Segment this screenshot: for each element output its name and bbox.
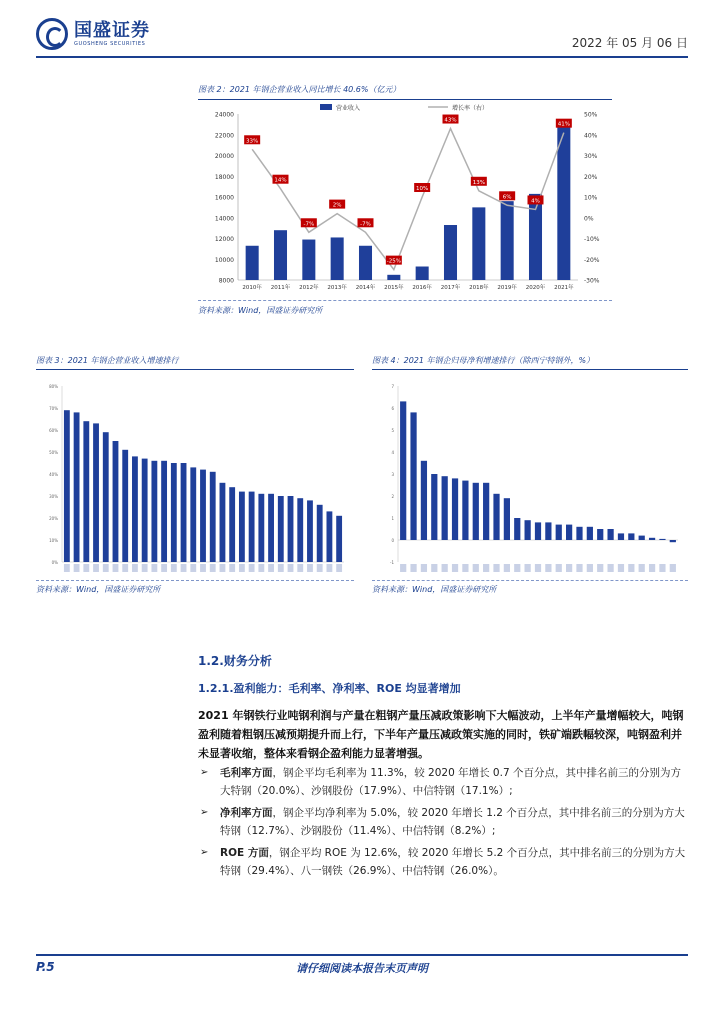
x-tick-label xyxy=(628,564,634,572)
legend-bar-label: 营业收入 xyxy=(336,105,361,112)
logo-name: 国盛证券 xyxy=(74,20,150,41)
x-tick-label xyxy=(431,564,437,572)
bar xyxy=(113,441,119,562)
bar xyxy=(545,522,551,540)
x-tick-label xyxy=(171,564,177,572)
x-tick-label: 2017年 xyxy=(440,285,461,291)
x-tick-label xyxy=(288,564,294,572)
bar xyxy=(576,527,582,540)
section-heading: 1.2.财务分析 xyxy=(198,654,272,668)
y-tick-label: 24000 xyxy=(214,111,234,119)
bar xyxy=(504,498,510,540)
x-tick-label xyxy=(239,564,245,572)
report-date: 2022 年 05 月 06 日 xyxy=(571,36,688,50)
x-tick-label xyxy=(181,564,187,572)
bar xyxy=(587,527,593,540)
x-tick-label xyxy=(249,564,255,572)
bar xyxy=(618,533,624,540)
bar xyxy=(239,492,245,562)
x-tick-label xyxy=(618,564,624,572)
bar xyxy=(210,472,216,562)
x-tick-label xyxy=(200,564,206,572)
list-item xyxy=(198,764,688,800)
x-tick-label xyxy=(113,564,119,572)
bar xyxy=(472,207,485,280)
bar xyxy=(416,267,429,280)
x-tick-label xyxy=(514,564,520,572)
bar xyxy=(501,201,514,280)
data-label: -7% xyxy=(303,221,315,228)
x-tick-label xyxy=(556,564,562,572)
y-tick-label: 22000 xyxy=(214,132,234,140)
bar xyxy=(535,522,541,540)
x-tick-label: 2015年 xyxy=(384,285,404,291)
bar xyxy=(387,275,400,280)
y-tick-label: 30% xyxy=(49,494,58,499)
x-tick-label xyxy=(649,564,655,572)
bar xyxy=(288,496,294,562)
bar xyxy=(649,538,655,540)
bullet-text: ，钢企平均 ROE 为 12.6%，较 2020 年增长 5.2 个百分点，其中排名前三的分别为方大特钢（29.4%）、八一钢铁（26.9%）、中信特钢（26.0%）。 xyxy=(220,847,686,877)
page-number: P.5 xyxy=(36,960,55,974)
data-label: -7% xyxy=(360,221,371,228)
bar xyxy=(93,423,99,562)
x-tick-label xyxy=(400,564,406,572)
subsection-heading: 1.2.1.盈利能力：毛利率、净利率、ROE 均显著增加 xyxy=(198,682,461,695)
x-tick-label xyxy=(64,564,70,572)
bar xyxy=(74,412,80,562)
y2-tick-label: 20% xyxy=(584,173,598,181)
figure4-caption: 图表 4：2021 年钢企归母净利增速排行（除西宁特钢外，%） xyxy=(372,352,688,370)
x-tick-label xyxy=(161,564,167,572)
bullet-text: ，钢企平均毛利率为 11.3%，较 2020 年增长 0.7 个百分点，其中排名前三的分别为方大特钢（20.0%）、沙钢股份（17.9%）、中信特钢（17.1%）; xyxy=(220,767,681,797)
y-tick-label: 5 xyxy=(391,428,394,433)
footer-divider xyxy=(36,954,688,956)
bar xyxy=(529,194,542,280)
x-tick-label: 2020年 xyxy=(525,285,546,291)
x-tick-label: 2014年 xyxy=(355,285,376,291)
figure3-caption: 图表 3：2021 年钢企营业收入增速排行 xyxy=(36,352,354,370)
growth-line xyxy=(252,129,564,270)
logo-english: GUOSHENG SECURITIES xyxy=(74,41,146,47)
legend-bar-swatch xyxy=(320,104,332,110)
bar xyxy=(171,463,177,562)
x-tick-label: 2011年 xyxy=(270,285,291,291)
y-tick-label: 6 xyxy=(391,406,394,411)
bar xyxy=(268,494,274,562)
x-tick-label xyxy=(483,564,489,572)
y-tick-label: 40% xyxy=(49,472,58,477)
bar xyxy=(181,463,187,562)
x-tick-label xyxy=(597,564,603,572)
bullet-head: 毛利率方面 xyxy=(220,767,273,779)
bar xyxy=(161,461,167,562)
y2-tick-label: 50% xyxy=(584,111,598,119)
x-tick-label xyxy=(142,564,148,572)
x-tick-label xyxy=(307,564,313,572)
bar xyxy=(220,483,226,562)
y-tick-label: 3 xyxy=(391,472,394,477)
data-label: 6% xyxy=(502,194,512,201)
x-tick-label xyxy=(132,564,138,572)
bar xyxy=(302,240,315,280)
data-label: 33% xyxy=(246,138,259,145)
bar xyxy=(410,412,416,540)
bullet-text: ，钢企平均净利率为 5.0%，较 2020 年增长 1.2 个百分点，其中排名前三的分别为方大特钢（12.7%）、沙钢股份（11.4%）、中信特钢（8.2%）; xyxy=(220,807,685,837)
y2-tick-label: -30% xyxy=(584,277,600,285)
bar xyxy=(151,461,157,562)
x-tick-label xyxy=(220,564,226,572)
bar xyxy=(431,474,437,540)
bar xyxy=(200,470,206,562)
figure3-source: 资料来源：Wind，国盛证券研究所 xyxy=(36,580,354,596)
x-tick-label xyxy=(452,564,458,572)
x-tick-label xyxy=(462,564,468,572)
bar xyxy=(229,487,235,562)
y-tick-label: 1 xyxy=(391,516,394,521)
y-tick-label: 0% xyxy=(51,560,58,565)
figure2-source: 资料来源：Wind，国盛证券研究所 xyxy=(198,300,612,318)
data-label: 10% xyxy=(416,186,429,192)
x-tick-label xyxy=(607,564,613,572)
y-tick-label: -1 xyxy=(390,560,394,565)
bar xyxy=(483,483,489,540)
bar xyxy=(514,518,520,540)
bar xyxy=(307,500,313,562)
y-tick-label: 60% xyxy=(49,428,58,433)
x-tick-label xyxy=(190,564,196,572)
x-tick-label xyxy=(83,564,89,572)
y-tick-label: 7 xyxy=(391,384,394,389)
bar xyxy=(331,237,344,280)
bar xyxy=(493,494,499,540)
x-tick-label xyxy=(442,564,448,572)
bar xyxy=(556,525,562,540)
bar xyxy=(246,246,259,280)
x-tick-label xyxy=(504,564,510,572)
y2-tick-label: 10% xyxy=(584,194,598,202)
data-label: 13% xyxy=(472,179,485,186)
bar xyxy=(274,230,287,280)
bar xyxy=(597,529,603,540)
x-tick-label xyxy=(258,564,264,572)
x-tick-label xyxy=(210,564,216,572)
bar xyxy=(258,494,264,562)
x-tick-label: 2019年 xyxy=(497,285,517,291)
bullet-head: ROE 方面 xyxy=(220,847,269,859)
bar xyxy=(421,461,427,540)
bar xyxy=(359,246,372,280)
x-tick-label xyxy=(545,564,551,572)
x-tick-label xyxy=(122,564,128,572)
bar xyxy=(462,481,468,540)
x-tick-label: 2021年 xyxy=(554,285,574,291)
bar xyxy=(473,483,479,540)
arrow-bullet-icon: ➢ xyxy=(200,807,209,818)
x-tick-label xyxy=(278,564,284,572)
bar xyxy=(103,432,109,562)
y-tick-label: 50% xyxy=(49,450,58,455)
x-tick-label xyxy=(326,564,332,572)
x-tick-label xyxy=(493,564,499,572)
header-divider xyxy=(36,56,688,58)
x-tick-label xyxy=(670,564,676,572)
x-tick-label xyxy=(93,564,99,572)
bar xyxy=(628,533,634,540)
legend-line-label: 增长率（右） xyxy=(452,105,489,112)
y-tick-label: 70% xyxy=(49,406,58,411)
y-tick-label: 12000 xyxy=(214,236,234,243)
bar xyxy=(566,525,572,540)
x-tick-label: 2018年 xyxy=(469,285,489,291)
y-tick-label: 2 xyxy=(391,494,394,499)
figure4-source: 资料来源：Wind，国盛证券研究所 xyxy=(372,580,688,596)
x-tick-label xyxy=(317,564,323,572)
data-label: -25% xyxy=(386,258,401,265)
bar xyxy=(525,520,531,540)
y2-tick-label: 40% xyxy=(584,132,598,140)
bar xyxy=(278,496,284,562)
x-tick-label: 2012年 xyxy=(299,285,319,291)
x-tick-label xyxy=(268,564,274,572)
bullet-list xyxy=(198,764,688,884)
figure2-chart xyxy=(198,100,612,300)
y-tick-label: 10% xyxy=(49,538,58,543)
y-tick-label: 10000 xyxy=(214,256,234,264)
company-logo xyxy=(36,18,150,50)
x-tick-label xyxy=(535,564,541,572)
bar xyxy=(400,401,406,540)
bar xyxy=(659,539,665,540)
bar xyxy=(64,410,70,562)
y-tick-label: 18000 xyxy=(214,173,234,181)
y-tick-label: 80% xyxy=(49,384,58,389)
bar xyxy=(557,125,570,280)
x-tick-label xyxy=(473,564,479,572)
y2-tick-label: 0% xyxy=(584,215,594,223)
bar xyxy=(639,536,645,540)
data-label: 14% xyxy=(274,177,287,184)
bullet-head: 净利率方面 xyxy=(220,807,273,819)
x-tick-label xyxy=(297,564,303,572)
y-tick-label: 4 xyxy=(391,450,394,455)
data-label: 2% xyxy=(332,202,342,209)
x-tick-label xyxy=(410,564,416,572)
x-tick-label xyxy=(103,564,109,572)
x-tick-label xyxy=(525,564,531,572)
bar xyxy=(317,505,323,562)
bar xyxy=(122,450,128,562)
bar xyxy=(336,516,342,562)
x-tick-label xyxy=(229,564,235,572)
x-tick-label xyxy=(74,564,80,572)
logo-icon xyxy=(36,18,68,50)
y-tick-label: 14000 xyxy=(214,215,234,223)
x-tick-label: 2013年 xyxy=(327,285,347,291)
bar xyxy=(452,478,458,540)
x-tick-label xyxy=(659,564,665,572)
bar xyxy=(83,421,89,562)
footer-disclaimer: 请仔细阅读本报告末页声明 xyxy=(296,962,428,975)
list-item xyxy=(198,804,688,840)
summary-paragraph: 2021 年钢铁行业吨钢利润与产量在粗钢产量压减政策影响下大幅波动，上半年产量增幅较大，吨钢盈利随着粗钢压减预期提升而上行，下半年产量压减政策实施的同时，铁矿端跌幅较深，吨钢盈利并未显著收缩，整体来看钢企盈利能力显著增强。 xyxy=(198,709,684,760)
bar xyxy=(670,540,676,542)
list-item xyxy=(198,844,688,880)
bar xyxy=(190,467,196,562)
y-tick-label: 20% xyxy=(49,516,58,521)
y-tick-label: 0 xyxy=(391,538,394,543)
arrow-bullet-icon: ➢ xyxy=(200,767,209,778)
bar xyxy=(607,529,613,540)
y2-tick-label: 30% xyxy=(584,153,598,160)
bar xyxy=(297,498,303,562)
x-tick-label xyxy=(587,564,593,572)
y2-tick-label: -20% xyxy=(584,256,600,264)
figure4-chart xyxy=(372,370,688,580)
x-tick-label: 2016年 xyxy=(412,285,432,291)
bar xyxy=(326,511,332,562)
x-tick-label xyxy=(639,564,645,572)
x-tick-label xyxy=(576,564,582,572)
figure2-caption: 图表 2：2021 年钢企营业收入同比增长 40.6%（亿元） xyxy=(198,80,612,100)
x-tick-label xyxy=(151,564,157,572)
arrow-bullet-icon: ➢ xyxy=(200,847,209,858)
data-label: 4% xyxy=(531,198,540,205)
y-tick-label: 8000 xyxy=(218,277,234,285)
data-label: 43% xyxy=(444,117,457,124)
bar xyxy=(249,492,255,562)
y2-tick-label: -10% xyxy=(584,236,600,243)
x-tick-label xyxy=(566,564,572,572)
x-tick-label xyxy=(421,564,427,572)
bar xyxy=(132,456,138,562)
bar xyxy=(442,476,448,540)
x-tick-label: 2010年 xyxy=(242,285,262,291)
page-header xyxy=(36,18,688,54)
bar xyxy=(142,459,148,562)
figure3-chart xyxy=(36,370,354,580)
x-tick-label xyxy=(336,564,342,572)
data-label: 41% xyxy=(557,121,570,128)
bar xyxy=(444,225,457,280)
y-tick-label: 16000 xyxy=(214,194,234,202)
y-tick-label: 20000 xyxy=(214,153,234,160)
